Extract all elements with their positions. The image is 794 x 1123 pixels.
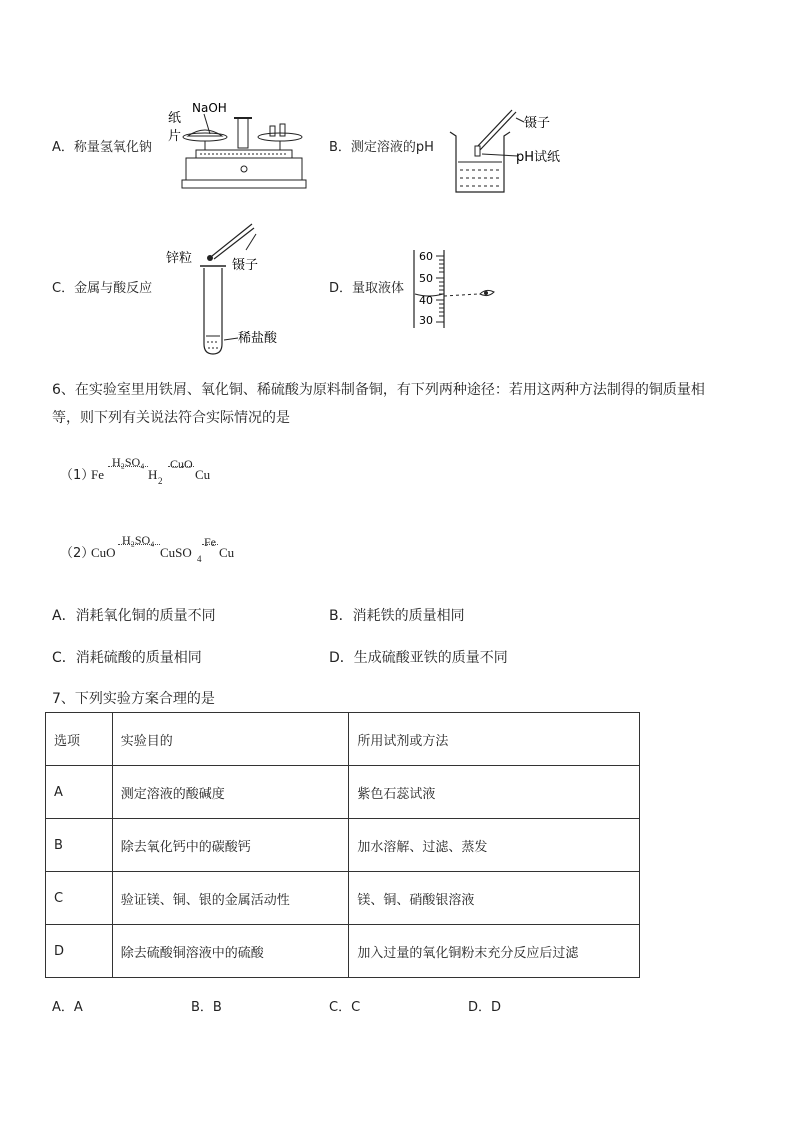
option-text: 金属与酸反应	[74, 281, 153, 296]
table-row	[46, 766, 640, 819]
q7-option-a[interactable]: A．A	[52, 1000, 83, 1015]
route-number: （1）	[60, 468, 95, 483]
q6-option-a[interactable]	[52, 607, 216, 625]
route-product: CuSO	[160, 545, 192, 560]
q7-option-d[interactable]: D．D	[468, 1000, 502, 1015]
option-text: 量取液体	[352, 281, 405, 296]
table-cell: 紫色石蕊试液	[349, 766, 640, 819]
option-letter: C．	[52, 650, 76, 666]
option-letter: B．	[329, 140, 351, 155]
option-text: 称量氢氧化钠	[73, 140, 152, 155]
option-text: 消耗氧化铜的质量不同	[75, 608, 216, 624]
route-reagent: H₂SO₄	[112, 455, 145, 469]
route-product-sub: 4	[197, 554, 202, 564]
reaction-arrow	[202, 544, 218, 545]
route-start: Fe	[91, 467, 104, 482]
graduated-cylinder-figure	[410, 244, 510, 332]
q5-option-d[interactable]	[329, 281, 404, 297]
option-text: 消耗硫酸的质量相同	[75, 650, 202, 666]
tweezers-label: 镊子	[232, 258, 259, 273]
q6-route-1	[60, 456, 320, 486]
table-header-cell: 选项	[46, 713, 113, 766]
table-row	[46, 819, 640, 872]
q6-option-b[interactable]	[329, 607, 465, 625]
ph-test-figure	[446, 104, 576, 198]
reaction-arrow	[118, 544, 160, 545]
table-cell: 加水溶解、过滤、蒸发	[349, 819, 640, 872]
table-cell: D	[46, 925, 113, 978]
table-cell: B	[46, 819, 113, 872]
table-cell: A	[46, 766, 113, 819]
table-cell: 镁、铜、硝酸银溶液	[349, 872, 640, 925]
naoh-label: NaOH	[192, 101, 227, 115]
route-reagent: CuO	[170, 457, 193, 471]
table-row	[46, 925, 640, 978]
route-end: Cu	[195, 467, 211, 482]
tick-label: 60	[419, 250, 433, 263]
paper-label-1: 纸	[168, 111, 182, 126]
tweezers-label: 镊子	[524, 116, 551, 131]
option-letter: A．	[52, 608, 76, 624]
table-cell: 验证镁、铜、银的金属活动性	[112, 872, 349, 925]
q5-option-a[interactable]	[52, 140, 152, 156]
tick-label: 30	[419, 314, 433, 327]
option-letter: A．	[52, 140, 74, 155]
q5-option-c[interactable]	[52, 281, 152, 297]
tick-label: 50	[419, 272, 433, 285]
route-reagent: H₂SO₄	[122, 533, 155, 547]
table-row	[46, 872, 640, 925]
option-text: 消耗铁的质量相同	[352, 608, 465, 624]
q6-route-2	[60, 534, 320, 564]
route-reagent: Fe	[204, 535, 216, 549]
table-header-row	[46, 713, 640, 766]
q6-option-d[interactable]	[329, 649, 508, 667]
q7-option-b[interactable]: B．B	[191, 1000, 222, 1015]
ph-paper-label: pH试纸	[516, 150, 561, 165]
route-product: H	[148, 467, 158, 482]
table-cell: 测定溶液的酸碱度	[112, 766, 349, 819]
eye-icon	[480, 290, 494, 295]
table-header-cell: 所用试剂或方法	[349, 713, 640, 766]
balance-weighing-figure	[160, 96, 310, 196]
option-text: 测定溶液的pH	[350, 140, 434, 155]
zinc-acid-figure	[166, 220, 296, 360]
reaction-arrow	[108, 466, 148, 467]
table-cell: 除去硫酸铜溶液中的硫酸	[112, 925, 349, 978]
option-letter: C．	[52, 281, 75, 296]
reaction-arrow	[168, 466, 194, 467]
route-product-sub: 2	[158, 476, 163, 486]
acid-label: 稀盐酸	[238, 331, 278, 346]
q7-stem: 7、下列实验方案合理的是	[52, 691, 215, 707]
q5-option-b[interactable]	[329, 140, 434, 156]
table-cell: 加入过量的氧化铜粉末充分反应后过滤	[349, 925, 640, 978]
route-end: Cu	[219, 545, 235, 560]
option-text: 生成硫酸亚铁的质量不同	[353, 650, 508, 666]
q6-stem-line-1: 6、在实验室里用铁屑、氧化铜、稀硫酸为原料制备铜，有下列两种途径：若用这两种方法制得的铜质量相	[52, 382, 705, 398]
paper-label-2: 片	[168, 129, 182, 144]
q6-option-c[interactable]	[52, 649, 202, 667]
experiment-table	[45, 712, 640, 978]
q6-stem-line-2: 等，则下列有关说法符合实际情况的是	[52, 410, 290, 426]
table-cell: 除去氧化钙中的碳酸钙	[112, 819, 349, 872]
q7-option-c[interactable]: C．C	[329, 1000, 361, 1015]
option-letter: B．	[329, 608, 353, 624]
route-start: CuO	[91, 545, 116, 560]
option-letter: D．	[329, 650, 354, 666]
route-number: （2）	[60, 546, 95, 561]
table-header-cell: 实验目的	[112, 713, 349, 766]
option-letter: D．	[329, 281, 353, 296]
table-cell: C	[46, 872, 113, 925]
zinc-label: 锌粒	[166, 251, 193, 266]
tick-label: 40	[419, 294, 433, 307]
